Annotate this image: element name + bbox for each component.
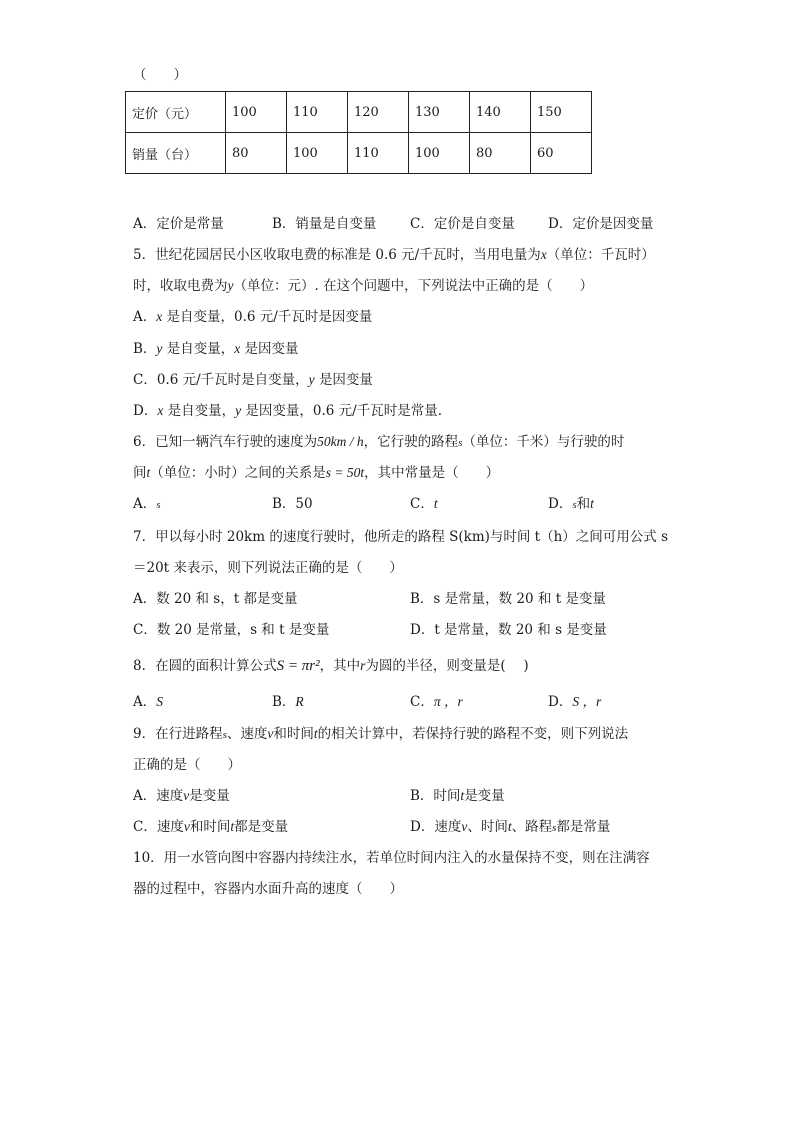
q6-option-c[interactable]: C．t <box>410 496 438 512</box>
q7-option-b[interactable]: B．s 是常量，数 20 和 t 是变量 <box>410 591 606 607</box>
q10-stem-line1: 10．用一水管向图中容器内持续注水，若单位时间内注入的水量保持不变，则在注满容 <box>133 850 650 866</box>
table-cell: 80 <box>226 133 287 174</box>
table-cell: 60 <box>531 133 592 174</box>
table-row-header: 销量（台） <box>126 133 226 174</box>
q4-option-a[interactable]: A．定价是常量 <box>133 216 224 232</box>
q7-option-a[interactable]: A．数 20 和 s，t 都是变量 <box>133 591 298 607</box>
q6-option-b[interactable]: B．50 <box>272 496 313 512</box>
q4-answer-paren: （ ） <box>133 67 187 83</box>
q8-option-a[interactable]: A．S <box>133 694 163 710</box>
q9-option-d[interactable]: D．速度v、时间t、路程s都是常量 <box>410 819 611 835</box>
table-cell: 110 <box>287 92 348 133</box>
q5-option-a[interactable]: A．x 是自变量，0.6 元/千瓦时是因变量 <box>133 309 373 325</box>
q5-stem-line1: 5．世纪花园居民小区收取电费的标准是 0.6 元/千瓦时，当用电量为x（单位：千瓦时） <box>133 247 655 263</box>
table-cell: 100 <box>409 133 470 174</box>
price-sales-table <box>125 91 592 174</box>
table-cell: 150 <box>531 92 592 133</box>
table-cell: 140 <box>470 92 531 133</box>
table-cell: 80 <box>470 133 531 174</box>
table-row <box>126 92 592 133</box>
table-cell: 100 <box>226 92 287 133</box>
table-cell: 110 <box>348 133 409 174</box>
q7-option-c[interactable]: C．数 20 是常量，s 和 t 是变量 <box>133 622 330 638</box>
q8-option-c[interactable]: C．π ，r <box>410 694 463 710</box>
table-cell: 120 <box>348 92 409 133</box>
q5-option-c[interactable]: C．0.6 元/千瓦时是自变量，y 是因变量 <box>133 372 373 388</box>
q9-stem-line1: 9．在行进路程s、速度v和时间t的相关计算中，若保持行驶的路程不变，则下列说法 <box>133 726 629 742</box>
q7-stem-line2: ＝20t 来表示，则下列说法正确的是（ ） <box>133 560 403 576</box>
q5-option-b[interactable]: B．y 是自变量，x 是因变量 <box>133 341 299 357</box>
q6-option-d[interactable]: D．s和t <box>548 496 594 512</box>
q6-stem-line2: 间t（单位：小时）之间的关系是s = 50t，其中常量是（ ） <box>133 465 500 481</box>
table-cell: 100 <box>287 133 348 174</box>
q5-stem-line2: 时，收取电费为y（单位：元）. 在这个问题中，下列说法中正确的是（ ） <box>133 278 594 294</box>
q6-option-a[interactable]: A．s <box>133 496 161 512</box>
q10-stem-line2: 器的过程中，容器内水面升高的速度（ ） <box>133 881 403 897</box>
table-row-header: 定价（元） <box>126 92 226 133</box>
q9-option-a[interactable]: A．速度v是变量 <box>133 788 230 804</box>
q9-stem-line2: 正确的是（ ） <box>133 757 241 773</box>
q9-option-b[interactable]: B．时间t是变量 <box>410 788 505 804</box>
q4-option-b[interactable]: B．销量是自变量 <box>272 216 377 232</box>
table-row <box>126 133 592 174</box>
q4-option-d[interactable]: D．定价是因变量 <box>548 216 654 232</box>
q7-stem-line1: 7．甲以每小时 20km 的速度行驶时，他所走的路程 S(km)与时间 t（h）之间可用公式 s <box>133 529 669 545</box>
q8-stem: 8．在圆的面积计算公式S = πr²，其中r为圆的半径，则变量是( ) <box>133 658 529 674</box>
table-cell: 130 <box>409 92 470 133</box>
q8-option-b[interactable]: B．R <box>272 694 304 710</box>
q4-option-c[interactable]: C．定价是自变量 <box>410 216 515 232</box>
q8-option-d[interactable]: D．S ，r <box>548 694 602 710</box>
q7-option-d[interactable]: D．t 是常量，数 20 和 s 是变量 <box>410 622 607 638</box>
q5-option-d[interactable]: D．x 是自变量，y 是因变量，0.6 元/千瓦时是常量. <box>133 403 443 419</box>
q9-option-c[interactable]: C．速度v和时间t都是变量 <box>133 819 289 835</box>
q6-stem-line1: 6．已知一辆汽车行驶的速度为50km / h，它行驶的路程s（单位：千米）与行驶的时 <box>133 434 625 450</box>
